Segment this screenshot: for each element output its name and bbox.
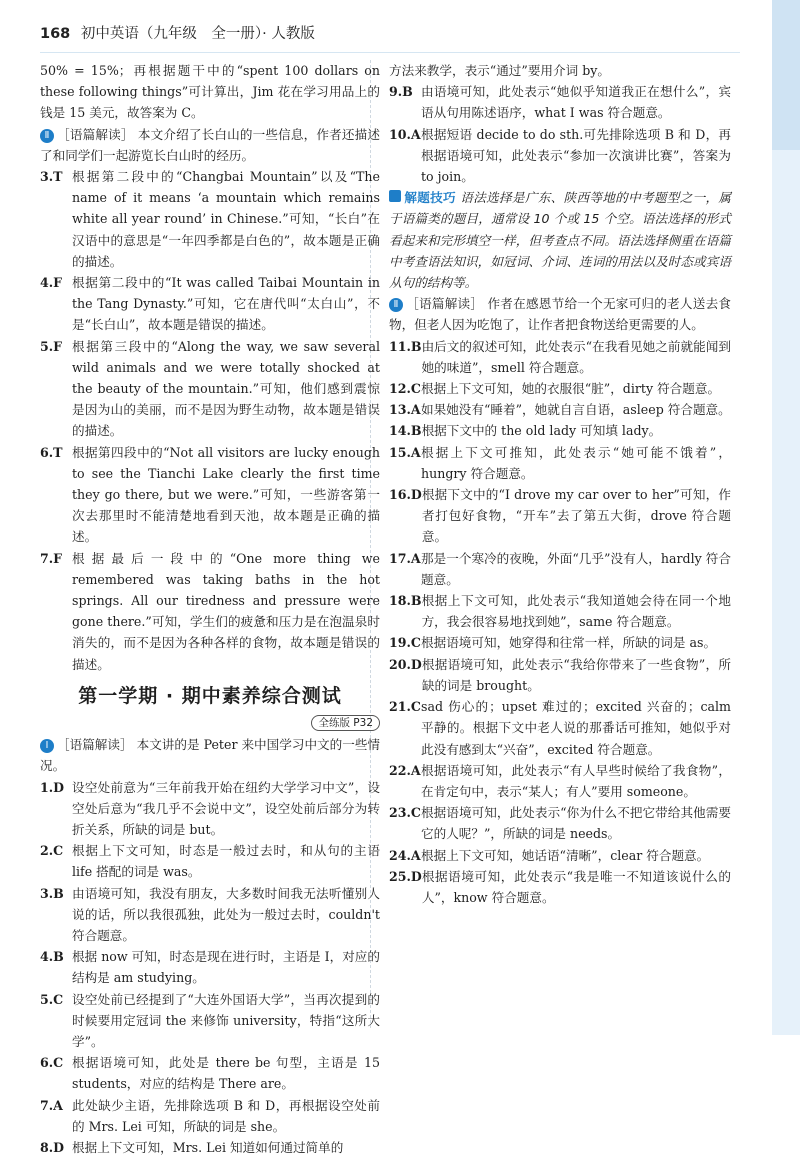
answer-item xyxy=(389,760,731,802)
answer-number: 3.T xyxy=(40,166,72,187)
answer-item xyxy=(389,336,731,378)
passage-note xyxy=(389,293,731,335)
answer-item xyxy=(40,336,380,442)
answer-explanation: 根据语境可知，她穿得和往常一样，所缺的词是 as。 xyxy=(421,632,731,653)
answer-item xyxy=(389,378,731,399)
passage-text: 作者在感恩节给一个无家可归的老人送去食物，但老人因为吃饱了，让作者把食物送给更需要的人。 xyxy=(389,296,731,332)
answer-number: 15.A xyxy=(389,442,421,463)
answer-explanation: 根据上下文可知，此处表示“我知道她会待在同一个地方，我会很容易地找到她”，same 符合题意。 xyxy=(422,590,731,632)
answer-explanation: 设空处前已经提到了“大连外国语大学”，当再次提到的时候要用定冠词 the 来修饰 university，特指“这所大学”。 xyxy=(72,989,380,1053)
answer-explanation: 由语境可知，此处表示“她似乎知道我正在想什么”，宾语从句用陈述语序，what I was 符合题意。 xyxy=(421,81,731,123)
answer-number: 3.B xyxy=(40,883,72,904)
section-badge: Ⅱ xyxy=(389,298,403,312)
answer-number: 18.B xyxy=(389,590,422,611)
passage-note xyxy=(40,734,380,776)
answer-item xyxy=(40,1137,380,1158)
passage-tag: ［语篇解读］ xyxy=(57,127,134,142)
answer-explanation: 根据最后一段中的“One more thing we remembered was taking baths in the hot springs. All our tiredness and pressure were gone there.”可知，学生们的疲惫和压力是在泡温泉时消失的，而不是因为各种各样的食物，故本题是错误的描述。 xyxy=(72,548,380,675)
answer-item xyxy=(389,632,731,653)
answer-explanation: 根据语境可知，此处是 there be 句型，主语是 15 students，对应的结构是 There are。 xyxy=(72,1052,380,1094)
answer-item xyxy=(389,484,731,548)
answer-number: 5.C xyxy=(40,989,72,1010)
left-column xyxy=(40,60,380,1158)
answer-explanation: 根据上下文可知，时态是一般过去时，和从句的主语 life 搭配的词是 was。 xyxy=(72,840,380,882)
right-column xyxy=(389,60,731,908)
answer-item xyxy=(389,399,731,420)
reference-tag: 全练版 P32 xyxy=(311,715,380,731)
continued-text: 方法来教学，表示“通过”要用介词 by。 xyxy=(389,60,731,81)
answer-number: 11.B xyxy=(389,336,422,357)
answer-number: 12.C xyxy=(389,378,421,399)
answer-number: 25.D xyxy=(389,866,422,887)
passage-text: 本文讲的是 Peter 来中国学习中文的一些情况。 xyxy=(40,737,380,773)
tip-box xyxy=(389,187,731,293)
answer-number: 19.C xyxy=(389,632,421,653)
page-header xyxy=(40,22,500,52)
answer-number: 1.D xyxy=(40,777,72,798)
answer-number: 24.A xyxy=(389,845,421,866)
answer-explanation: 此处缺少主语，先排除选项 B 和 D，再根据设空处前的 Mrs. Lei 可知，所缺的词是 she。 xyxy=(72,1095,380,1137)
answer-number: 8.D xyxy=(40,1137,72,1158)
answer-explanation: 根据下文中的“I drove my car over to her”可知，作者打包好食物，“开车”去了第五大街，drove 符合题意。 xyxy=(422,484,731,548)
tip-text: 语法选择是广东、陕西等地的中考题型之一，属于语篇类的题目，通常设 10 个或 15 个空。语法选择的形式看起来和完形填空一样，但考查点不同。语法选择侧重在语篇中考查语法知识，如冠词、介词、连词的用法以及时态或宾语从句的结构等。 xyxy=(389,190,731,290)
answer-number: 22.A xyxy=(389,760,421,781)
answer-item xyxy=(389,654,731,696)
answer-explanation: 设空处前意为“三年前我开始在纽约大学学习中文”，设空处后意为“我几乎不会说中文”，设空处前后部分为转折关系，所缺的词是 but。 xyxy=(72,777,380,841)
answer-number: 6.T xyxy=(40,442,72,463)
passage-tag: ［语篇解读］ xyxy=(57,737,133,752)
answer-explanation: 如果她没有“睡着”，她就自言自语，asleep 符合题意。 xyxy=(421,399,731,420)
answer-explanation: 那是一个寒冷的夜晚，外面“几乎”没有人，hardly 符合题意。 xyxy=(421,548,731,590)
answer-number: 20.D xyxy=(389,654,422,675)
header-rule xyxy=(40,52,740,53)
answer-number: 10.A xyxy=(389,124,421,145)
section-badge: Ⅰ xyxy=(40,739,54,753)
answer-item xyxy=(389,81,731,123)
answer-number: 9.B xyxy=(389,81,421,102)
answer-explanation: 由后文的叙述可知，此处表示“在我看见她之前就能闻到她的味道”，smell 符合题意。 xyxy=(422,336,731,378)
tip-icon xyxy=(389,190,401,202)
answer-explanation: 根据语境可知，此处表示“你为什么不把它带给其他需要它的人呢？”，所缺的词是 needs。 xyxy=(421,802,731,844)
answer-explanation: 根据上下文可知，她话语“清晰”，clear 符合题意。 xyxy=(421,845,731,866)
answer-item xyxy=(40,1052,380,1094)
answer-number: 16.D xyxy=(389,484,422,505)
answer-number: 7.F xyxy=(40,548,72,569)
answer-list xyxy=(389,81,731,187)
tip-label: 解题技巧 xyxy=(404,190,456,205)
answer-item xyxy=(40,442,380,548)
answer-list xyxy=(40,166,380,675)
answer-item xyxy=(389,802,731,844)
answer-item xyxy=(40,548,380,675)
answer-number: 2.C xyxy=(40,840,72,861)
side-tab-marker xyxy=(772,0,800,150)
answer-number: 17.A xyxy=(389,548,421,569)
section-badge: Ⅱ xyxy=(40,129,54,143)
answer-number: 14.B xyxy=(389,420,422,441)
answer-item xyxy=(40,166,380,272)
answer-item xyxy=(389,590,731,632)
passage-text: 本文介绍了长白山的一些信息，作者还描述了和同学们一起游览长白山时的经历。 xyxy=(40,127,380,163)
answer-explanation: 根据第二段中的“It was called Taibai Mountain in the Tang Dynasty.”可知，它在唐代叫“太白山”，不是“长白山”，故本题是错误的描述。 xyxy=(72,272,380,336)
answer-explanation: 根据上下文可知，她的衣服很“脏”，dirty 符合题意。 xyxy=(421,378,731,399)
page-number: 168 xyxy=(40,26,70,42)
answer-item xyxy=(40,989,380,1053)
answer-explanation: sad 伤心的；upset 难过的；excited 兴奋的；calm 平静的。根据下文中老人说的那番话可推知，她似乎对此没有感到太“兴奋”，excited 符合题意。 xyxy=(421,696,731,760)
answer-item xyxy=(40,272,380,336)
answer-list xyxy=(389,336,731,908)
answer-item xyxy=(40,1095,380,1137)
answer-number: 4.B xyxy=(40,946,72,967)
side-tab xyxy=(772,0,800,1035)
answer-explanation: 由语境可知，我没有朋友，大多数时间我无法听懂别人说的话，所以我很孤独，此处为一般过去时，couldn't 符合题意。 xyxy=(72,883,380,947)
answer-number: 21.C xyxy=(389,696,421,717)
answer-number: 13.A xyxy=(389,399,421,420)
answer-item xyxy=(389,124,731,188)
answer-number: 5.F xyxy=(40,336,72,357)
answer-list xyxy=(40,777,380,1158)
answer-item xyxy=(40,840,380,882)
answer-item xyxy=(389,845,731,866)
answer-item xyxy=(389,696,731,760)
answer-item xyxy=(40,946,380,988)
answer-item xyxy=(389,866,731,908)
continued-text: 50% = 15%；再根据题干中的“spent 100 dollars on these following things”可计算出，Jim 花在学习用品上的钱是 15 美元，故答案为 C。 xyxy=(40,60,380,124)
answer-explanation: 根据 now 可知，时态是现在进行时，主语是 I，对应的结构是 am studying。 xyxy=(72,946,380,988)
answer-explanation: 根据第二段中的“Changbai Mountain”以及“The name of it means ‘a mountain which remains white all year round’ in Chinese.”可知，“长白”在汉语中的意思是“一年四季都是白色的”，故本题是正确的描述。 xyxy=(72,166,380,272)
section-title: 第一学期 · 期中素养综合测试 xyxy=(40,683,380,709)
answer-item xyxy=(389,420,731,441)
answer-explanation: 根据语境可知，此处表示“有人早些时候给了我食物”，在肯定句中，表示“某人；有人”要用 someone。 xyxy=(421,760,731,802)
answer-explanation: 根据下文中的 the old lady 可知填 lady。 xyxy=(422,420,731,441)
passage-tag: ［语篇解读］ xyxy=(406,296,483,311)
book-title: 初中英语（九年级 全一册）· 人教版 xyxy=(81,26,315,42)
answer-explanation: 根据短语 decide to do sth.可先排除选项 B 和 D，再根据语境可知，此处表示“参加一次演讲比赛”，答案为 to join。 xyxy=(421,124,731,188)
answer-explanation: 根据上下文可知，Mrs. Lei 知道如何通过简单的 xyxy=(72,1137,380,1158)
answer-item xyxy=(389,548,731,590)
answer-explanation: 根据上下文可推知，此处表示“她可能不饿着”，hungry 符合题意。 xyxy=(421,442,731,484)
passage-note xyxy=(40,124,380,166)
answer-explanation: 根据第四段中的“Not all visitors are lucky enough to see the Tianchi Lake clearly the first time they go there, but we were.”可知，一些游客第一次去那里时不能清楚地看到天池，故本题是正确的描述。 xyxy=(72,442,380,548)
answer-item xyxy=(389,442,731,484)
answer-item xyxy=(40,883,380,947)
answer-number: 23.C xyxy=(389,802,421,823)
answer-explanation: 根据语境可知，此处表示“我给你带来了一些食物”，所缺的词是 brought。 xyxy=(422,654,731,696)
answer-number: 6.C xyxy=(40,1052,72,1073)
answer-number: 4.F xyxy=(40,272,72,293)
answer-explanation: 根据语境可知，此处表示“我是唯一不知道该说什么的人”，know 符合题意。 xyxy=(422,866,731,908)
answer-item xyxy=(40,777,380,841)
answer-explanation: 根据第三段中的“Along the way, we saw several wild animals and we were totally shocked at the beauty of the mountain.”可知，他们感到震惊是因为山的美丽，而不是因为野生动物，故本题是错误的描述。 xyxy=(72,336,380,442)
answer-number: 7.A xyxy=(40,1095,72,1116)
